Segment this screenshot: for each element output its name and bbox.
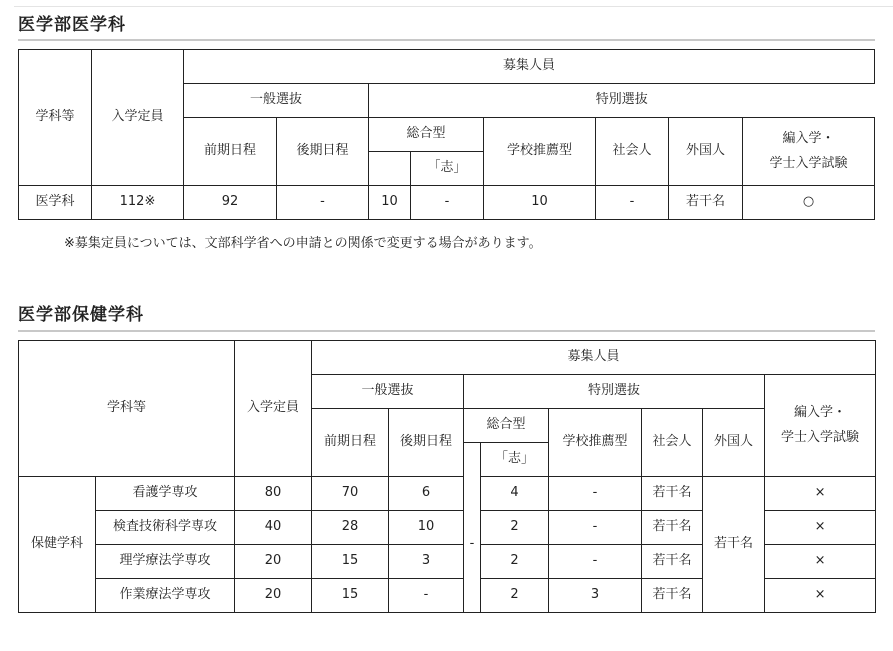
cell-late: 3: [389, 545, 464, 579]
cell-late: -: [277, 186, 369, 220]
header-working-adult: 社会人: [596, 118, 669, 186]
header-comprehensive-blank: [369, 152, 411, 186]
cell-major: 看護学専攻: [96, 477, 235, 511]
cell-transfer: ×: [765, 511, 876, 545]
cell-capacity: 112※: [92, 186, 184, 220]
cell-major: 検査技術科学専攻: [96, 511, 235, 545]
cell-major: 理学療法学専攻: [96, 545, 235, 579]
header-comprehensive: 総合型: [369, 118, 484, 152]
cell-foreign-shared: 若干名: [703, 477, 765, 613]
cell-kokorozashi: 2: [481, 579, 549, 613]
header-recruitment: 募集人員: [184, 50, 875, 84]
header-special: 特別選抜: [369, 84, 875, 118]
header-transfer-line2: 学士入学試験: [781, 429, 860, 445]
cell-working-adult: 若干名: [642, 545, 703, 579]
header-special: 特別選抜: [464, 375, 765, 409]
cell-dept: 医学科: [19, 186, 92, 220]
cell-comprehensive-shared: -: [464, 477, 481, 613]
cell-transfer: ○: [743, 186, 875, 220]
cell-early: 92: [184, 186, 277, 220]
health-admission-table: [18, 340, 876, 613]
header-transfer-line1: 編入学・: [794, 404, 847, 420]
cell-capacity: 40: [235, 511, 312, 545]
header-kokorozashi: 「志」: [481, 443, 549, 477]
table-row: [19, 186, 875, 220]
cell-working-adult: -: [596, 186, 669, 220]
header-transfer-line1: 編入学・: [782, 130, 835, 146]
section-title-health: 医学部保健学科: [18, 305, 144, 325]
header-comprehensive: 総合型: [464, 409, 549, 443]
medicine-admission-table: [18, 49, 875, 220]
cell-early: 70: [312, 477, 389, 511]
cell-capacity: 80: [235, 477, 312, 511]
cell-comprehensive: 10: [369, 186, 411, 220]
top-divider: [14, 6, 893, 7]
header-foreign: 外国人: [703, 409, 765, 477]
header-capacity: 入学定員: [92, 50, 184, 186]
cell-capacity: 20: [235, 545, 312, 579]
cell-transfer: ×: [765, 545, 876, 579]
header-school-rec: 学校推薦型: [484, 118, 596, 186]
title-underline: [18, 39, 875, 41]
cell-late: 6: [389, 477, 464, 511]
cell-working-adult: 若干名: [642, 511, 703, 545]
header-late: 後期日程: [277, 118, 369, 186]
cell-group: 保健学科: [19, 477, 96, 613]
cell-foreign: 若干名: [669, 186, 743, 220]
cell-late: 10: [389, 511, 464, 545]
cell-working-adult: 若干名: [642, 579, 703, 613]
header-recruitment: 募集人員: [312, 341, 876, 375]
header-dept: 学科等: [19, 50, 92, 186]
section-title-medicine: 医学部医学科: [18, 15, 126, 35]
cell-kokorozashi: 2: [481, 511, 549, 545]
cell-major: 作業療法学専攻: [96, 579, 235, 613]
header-early: 前期日程: [184, 118, 277, 186]
cell-transfer: ×: [765, 477, 876, 511]
header-transfer-line2: 学士入学試験: [769, 155, 848, 171]
capacity-note: ※募集定員については、文部科学省への申請との関係で変更する場合があります。: [64, 236, 542, 251]
header-transfer: [765, 375, 876, 477]
cell-kokorozashi: 2: [481, 545, 549, 579]
cell-school-rec: -: [549, 511, 642, 545]
header-capacity: 入学定員: [235, 341, 312, 477]
cell-school-rec: 10: [484, 186, 596, 220]
cell-capacity: 20: [235, 579, 312, 613]
cell-early: 15: [312, 545, 389, 579]
cell-school-rec: 3: [549, 579, 642, 613]
header-transfer: [743, 118, 875, 186]
cell-working-adult: 若干名: [642, 477, 703, 511]
header-general: 一般選抜: [312, 375, 464, 409]
header-foreign: 外国人: [669, 118, 743, 186]
cell-school-rec: -: [549, 477, 642, 511]
header-school-rec: 学校推薦型: [549, 409, 642, 477]
cell-late: -: [389, 579, 464, 613]
header-dept: 学科等: [19, 341, 235, 477]
header-general: 一般選抜: [184, 84, 369, 118]
header-early: 前期日程: [312, 409, 389, 477]
cell-early: 28: [312, 511, 389, 545]
cell-transfer: ×: [765, 579, 876, 613]
header-kokorozashi: 「志」: [411, 152, 484, 186]
title-underline: [18, 330, 875, 332]
cell-kokorozashi: -: [411, 186, 484, 220]
cell-early: 15: [312, 579, 389, 613]
header-late: 後期日程: [389, 409, 464, 477]
table-row: [19, 477, 876, 511]
cell-school-rec: -: [549, 545, 642, 579]
header-comprehensive-blank: [464, 443, 481, 477]
header-working-adult: 社会人: [642, 409, 703, 477]
cell-kokorozashi: 4: [481, 477, 549, 511]
